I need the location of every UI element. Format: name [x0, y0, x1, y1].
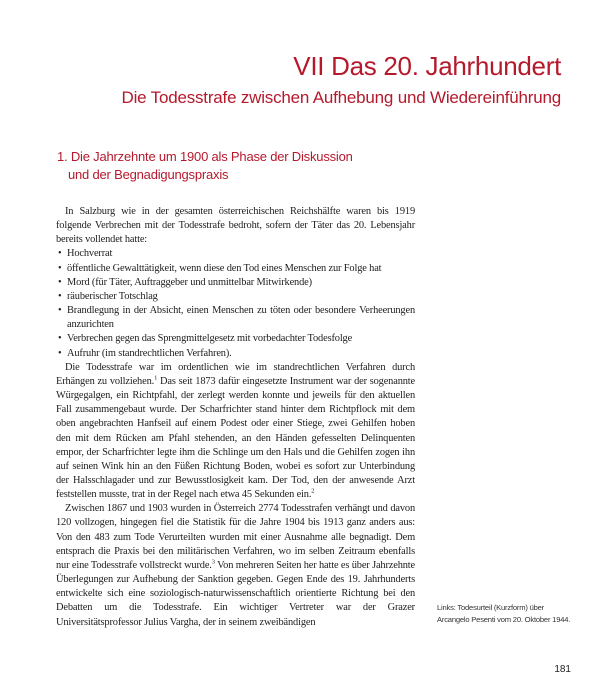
- caption-line-2: Arcangelo Pesenti vom 20. Oktober 1944.: [437, 615, 571, 624]
- crime-list-item: • Mord (für Täter, Auftraggeber und unmittelbar Mitwirkende): [56, 276, 415, 290]
- crime-list-item: • Aufruhr (im standrechtlichen Verfahren).: [56, 347, 415, 361]
- footnote-marker[interactable]: 3: [211, 558, 215, 566]
- footnote-marker[interactable]: 2: [311, 487, 315, 495]
- section-heading-line-2: und der Begnadigungspraxis: [68, 167, 229, 182]
- image-caption: [437, 602, 597, 626]
- chapter-subtitle: Die Todesstrafe zwischen Aufhebung und Wiedereinführung: [121, 88, 561, 107]
- crime-list-item: • Brandlegung in der Absicht, einen Menschen zu töten oder besondere Verheerungen anzurichten: [56, 304, 415, 332]
- execution-paragraph-rest: Das seit 1873 dafür eingesetzte Instrument war der sogenannte Würgegalgen, ein Richtpfahl, der zerlegt werden konnte und jeweils für den aktuellen Fall zusammengebaut wurde. Der Scharfrichter stand hinter dem Richtpflock mit dem oben angebrachten Hanfseil auf einem Podest oder einer Stiege, zwei Gehilfen hoben den mit dem Rücken am Pfahl stehenden, an den Händen gefesselten Delinquenten empor, der Scharfrichter legte ihm die Schlinge um den Hals und die Gehilfen zogen ihn auf seinen Wink hin an den Füßen Richtung Boden, wobei es sofort zur Unterbindung der Halsschlagader und zur Bewusstlosigkeit kam. Der Tod, den der anwesende Arzt feststellen musste, trat in der Regel nach etwa 45 Sekunden ein.: [56, 375, 415, 501]
- statistics-paragraph-start: Zwischen 1867 und 1903 wurden in Österreich 2774 Todesstrafen verhängt und davon 120 vollzogen, hingegen fiel die Statistik für die Jahre 1904 bis 1913 ganz anders aus: Von den 483 zum Tode Verurteilten wurden mit einer Ausnahme alle begnadigt. Dem entsprach die Praxis bei den militärischen Verfahren, wo im selben Zeitraum ebenfalls nur eine Todesstrafe vollstreckt wurde.: [56, 503, 415, 571]
- crime-list: [56, 247, 415, 360]
- chapter-title: VII Das 20. Jahrhundert: [293, 51, 561, 81]
- caption-line-1: Links: Todesurteil (Kurzform) über: [437, 603, 545, 612]
- footnote-marker[interactable]: 1: [154, 374, 158, 382]
- crime-list-item: • räuberischer Totschlag: [56, 290, 415, 304]
- body-text: [56, 205, 415, 630]
- page-number: 181: [554, 664, 571, 675]
- section-heading-line-1: 1. Die Jahrzehnte um 1900 als Phase der Diskussion: [57, 149, 353, 164]
- execution-paragraph: [56, 361, 415, 503]
- crime-list-item: • Verbrechen gegen das Sprengmittelgesetz mit vorbedachter Todesfolge: [56, 332, 415, 346]
- intro-paragraph: In Salzburg wie in der gesamten österreichischen Reichshälfte waren bis 1919 folgende Verbrechen mit der Todesstrafe bedroht, sofern der Täter das 20. Lebensjahr bereits vollendet hatte:: [56, 206, 415, 246]
- crime-list-item: • Hochverrat: [56, 247, 415, 261]
- execution-paragraph-start: Die Todesstrafe war im ordentlichen wie im standrechtlichen Verfahren durch Erhängen zu vollziehen.: [56, 361, 415, 387]
- crime-list-item: • öffentliche Gewalttätigkeit, wenn diese den Tod eines Menschen zur Folge hat: [56, 262, 415, 276]
- section-heading: [57, 148, 353, 184]
- statistics-paragraph-rest: Von mehreren Seiten her hatte es über Jahrzehnte Überlegungen zur Aufhebung der Sanktion gegeben. Gegen Ende des 19. Jahrhunderts entwickelte sich eine soziologisch-naturwissenschaftlich orientierte Richtung bei den Debatten um die Todesstrafe. Ein wichtiger Vertreter war der Grazer Universitätsprofessor Julius Vargha, der in seinem zweibändigen: [56, 559, 415, 628]
- statistics-paragraph: [56, 502, 415, 629]
